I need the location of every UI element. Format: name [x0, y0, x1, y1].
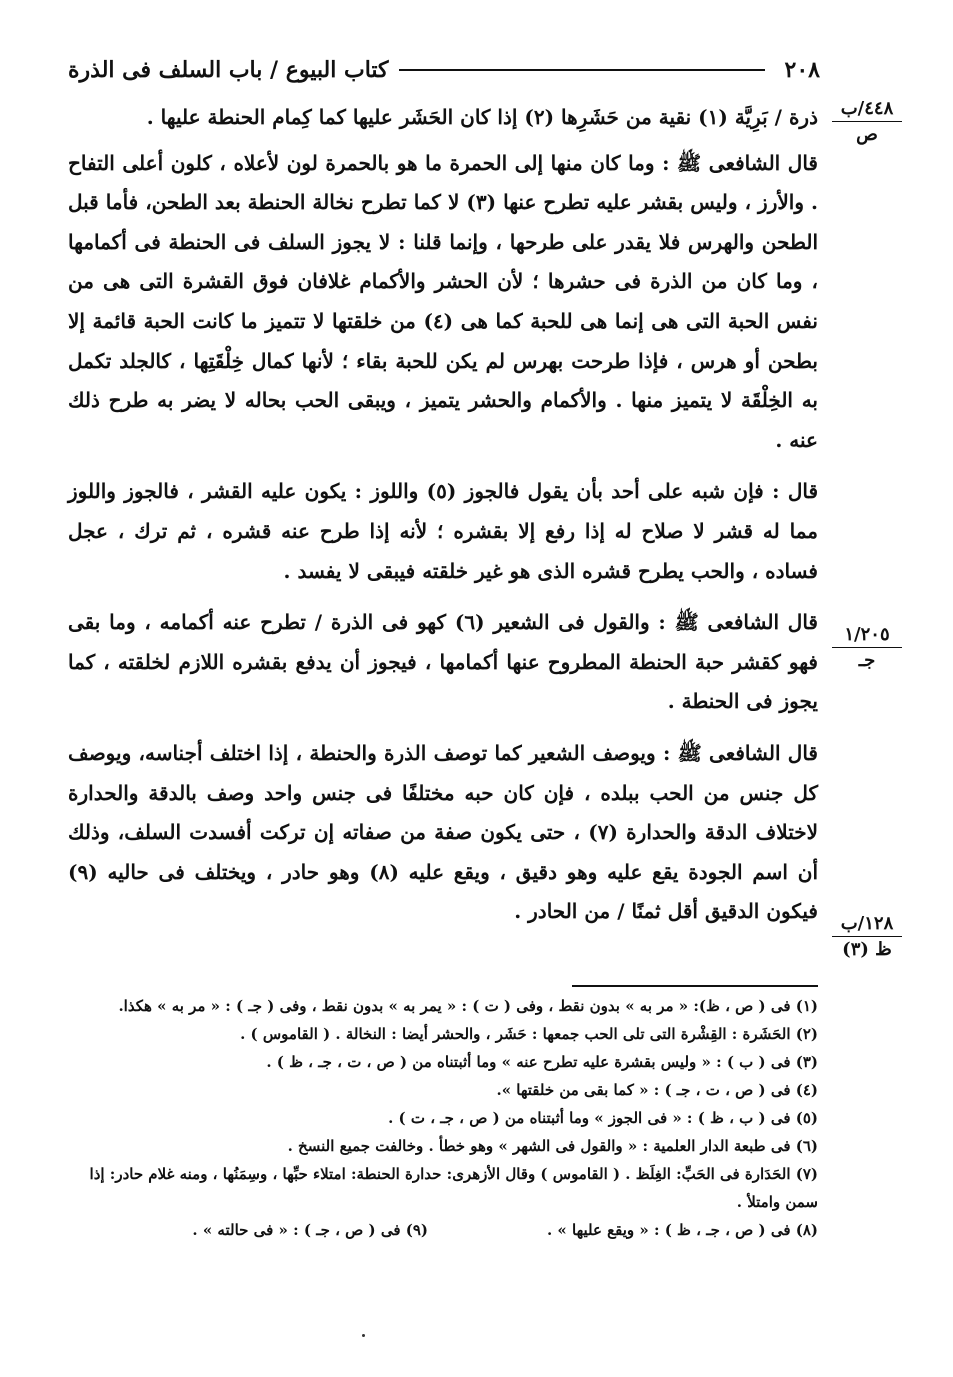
- paragraph: [68, 734, 818, 932]
- page-number: ٢٠٨: [784, 57, 820, 83]
- header-rule: [399, 69, 765, 71]
- paragraph-text: فإن شبه على أحد بأن يقول فالجوز (٥) واللوز : يكون عليه القشر ، فالجوز واللوز مما له قشر لا صلاح له إذا رفع إلا بقشره ؛ لأنه إذا طرح عنه قشره ، ثم ترك ، عجل فساده ، والحب يطرح قشره الذى هو غير خلقته فيبقى لا يفسد .: [68, 479, 818, 583]
- paragraph-text: والقول فى الشعير (٦) كهو فى الذرة / تطرح عنه أكمامه ، وما بقى فهو كقشر حبة الحنطة المطروح عنها أكمامها ، فيجوز أن يدفع بقشره اللازم لخلقته ، كما يجوز فى الحنطة .: [68, 610, 818, 714]
- footnotes: [68, 992, 818, 1244]
- paragraph: [68, 472, 818, 591]
- footnote: (٣) فى ( ب ) : « وليس بقشرة عليه تطرح عنه » وما أثبتناه من ( ص ، ت ، جـ ، ظ ) .: [266, 1053, 818, 1071]
- footnote: (٦) فى طبعة الدار العلمية : « والقول فى الشهر » وهو خطأ . وخالفت جميع النسخ .: [287, 1137, 818, 1155]
- footnote: (٥) فى ( ب ، ظ ) : « فى الجوز » وما أثبتناه من ( ص ، جـ ، ت ) .: [388, 1109, 818, 1127]
- page-speck: [362, 1334, 365, 1337]
- footnote-separator: [572, 985, 818, 987]
- speaker-label: قال الشافعى ﷺ :: [662, 740, 818, 765]
- running-header: [68, 52, 820, 88]
- paragraph-text: ويوصف الشعير كما توصف الذرة والحنطة ، إذا اختلف أجناسه، ويوصف كل جنس من الحب ببلده ، فإن كان حبه مختلفًا فى جنس واحد وصف بالدقة والحدارة لاختلاف الدقة والحدارة (٧) ، حتى يكون صفة من صفاته إن تركت أفسدت السلف، وذلك أن اسم الجودة يقع عليه وهو دقيق ، ويقع عليه (٨) وهو حادر ، ويختلف فى حاليه (٩) فيكون الدقيق أقل ثمنًا / من الحادر .: [68, 740, 818, 924]
- running-title: كتاب البيوع / باب السلف فى الذرة: [68, 57, 389, 83]
- paragraph: [68, 98, 818, 138]
- speaker-label: قال الشافعى ﷺ :: [662, 150, 818, 175]
- footnote-row: [68, 1216, 818, 1244]
- footnote: (٧) الحَدَارة فى الحَبِّ: الغِلَظ . ( القاموس ) وقال الأزهرى: حدارة الحنطة: امتلاء حبِّها ، وسِمَنُها ، ومنه غلام حادر: إذا سمن وامتلأ .: [89, 1165, 818, 1211]
- margin-note: ١/٢٠٥ جـ: [832, 624, 902, 671]
- paragraph: [68, 603, 818, 722]
- margin-note: ١٢٨/ب ظ (٣): [832, 913, 902, 960]
- footnote: (٩) فى ( ص ، جـ ) : « فى حالته » .: [192, 1221, 428, 1239]
- footnote: (٤) فى ( ص ، ت ، جـ ) : « كما بقى من خلقتها ».: [496, 1081, 818, 1099]
- footnote: (٨) فى ( ص ، جـ ، ظ ) : « ويقع عليها » .: [546, 1221, 818, 1239]
- footnote: (٢) الحَشَرة : القِشْرة التى تلى الحب جمعها : حَشَر ، والحشر أيضا : النخالة . ( القاموس ) .: [240, 1025, 818, 1043]
- speaker-label: قال :: [772, 479, 819, 504]
- paragraph-text: ذرة / بَرِيَّة (١) نقية من حَشَرِها (٢) إذا كان الحَشَر عليها كما كِمام الحنطة عليها .: [146, 105, 818, 129]
- footnote: (١) فى ( ص ، ظ): « مر به » بدون نقط ، وفى ( ت ) : « يمر به » بدون نقط ، وفى ( جـ ) : « مر به » هكذا.: [118, 997, 818, 1015]
- paragraph: [68, 144, 818, 461]
- speaker-label: قال الشافعى ﷺ :: [658, 610, 818, 635]
- paragraph-text: وما كان منها إلى الحمرة ما هو بالحمرة لون لأعلاه ، كلون أعلى التفاح . والأرز ، وليس بقشر عليه تطرح عنها (٣) لا كما تطرح نخالة الحنطة بعد الطحن، فأما قبل الطحن والهرس فلا يقدر على طرحها ، وإنما قلنا : لا يجوز السلف فى الحنطة فى أكمامها ، وما كان من الذرة فى حشرها ؛ لأن الحشر والأكمام غلافان فوق القشرة التى هى من نفس الحبة التى هى إنما هى للحبة كما هى (٤) من خلقتها لا تتميز ما كانت الحبة قائمة إلا بطحن أو هرس ، فإذا طرحت بهرس لم يكن للحبة بقاء ؛ لأنها كمال خِلْقَتِها ، كالجلد تكمل به الخِلْقَة لا يتميز منها . والأكمام والحشر يتميز ، ويبقى الحب بحاله لا يضر به طرح ذلك عنه .: [68, 150, 818, 452]
- main-text: [68, 98, 818, 944]
- margin-note: ٤٤٨/ب ص: [832, 98, 902, 145]
